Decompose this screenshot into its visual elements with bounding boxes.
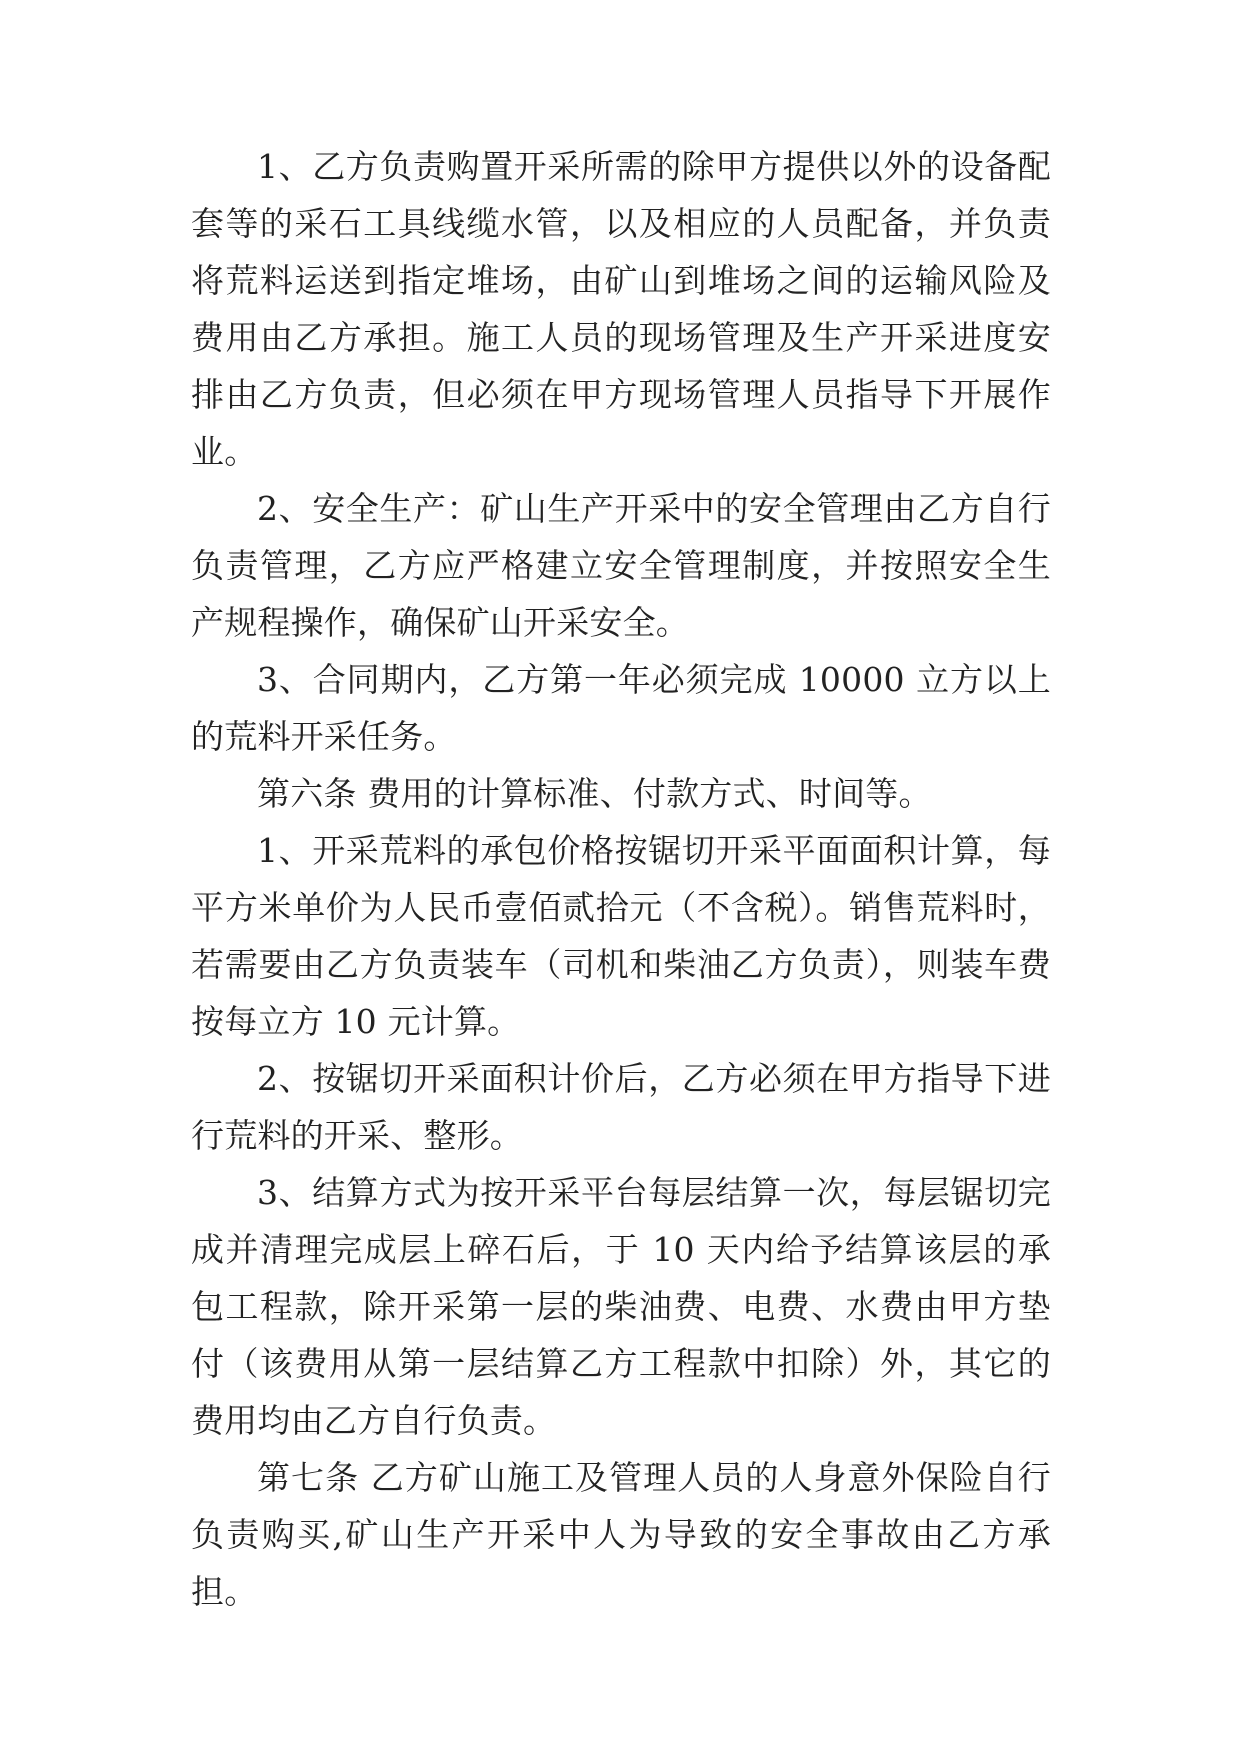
- document-page: [191, 138, 1051, 1620]
- article-seven-paragraph: 第七条 乙方矿山施工及管理人员的人身意外保险自行负责购买,矿山生产开采中人为导致的安全事故由乙方承担。: [191, 1458, 1051, 1611]
- clause-equipment-paragraph: 1、乙方负责购置开采所需的除甲方提供以外的设备配套等的采石工具线缆水管，以及相应的人员配备，并负责将荒料运送到指定堆场，由矿山到堆场之间的运输风险及费用由乙方承担。施工人员的现场管理及生产开采进度安排由乙方负责，但必须在甲方现场管理人员指导下开展作业。: [191, 147, 1051, 471]
- clause-shaping-paragraph: 2、按锯切开采面积计价后，乙方必须在甲方指导下进行荒料的开采、整形。: [191, 1059, 1051, 1155]
- article-six-heading: 第六条 费用的计算标准、付款方式、时间等。: [257, 774, 932, 813]
- clause-quota-paragraph: 3、合同期内，乙方第一年必须完成 10000 立方以上的荒料开采任务。: [191, 660, 1051, 756]
- clause-safety-paragraph: 2、安全生产：矿山生产开采中的安全管理由乙方自行负责管理，乙方应严格建立安全管理制度，并按照安全生产规程操作，确保矿山开采安全。: [191, 489, 1051, 642]
- clause-pricing-paragraph: 1、开采荒料的承包价格按锯切开采平面面积计算，每平方米单价为人民币壹佰贰拾元（不含税）。销售荒料时，若需要由乙方负责装车（司机和柴油乙方负责），则装车费按每立方 10 元计算。: [191, 831, 1051, 1041]
- clause-settlement-paragraph: 3、结算方式为按开采平台每层结算一次，每层锯切完成并清理完成层上碎石后，于 10 天内给予结算该层的承包工程款，除开采第一层的柴油费、电费、水费由甲方垫付（该费用从第一层结算乙方工程款中扣除）外，其它的费用均由乙方自行负责。: [191, 1173, 1051, 1440]
